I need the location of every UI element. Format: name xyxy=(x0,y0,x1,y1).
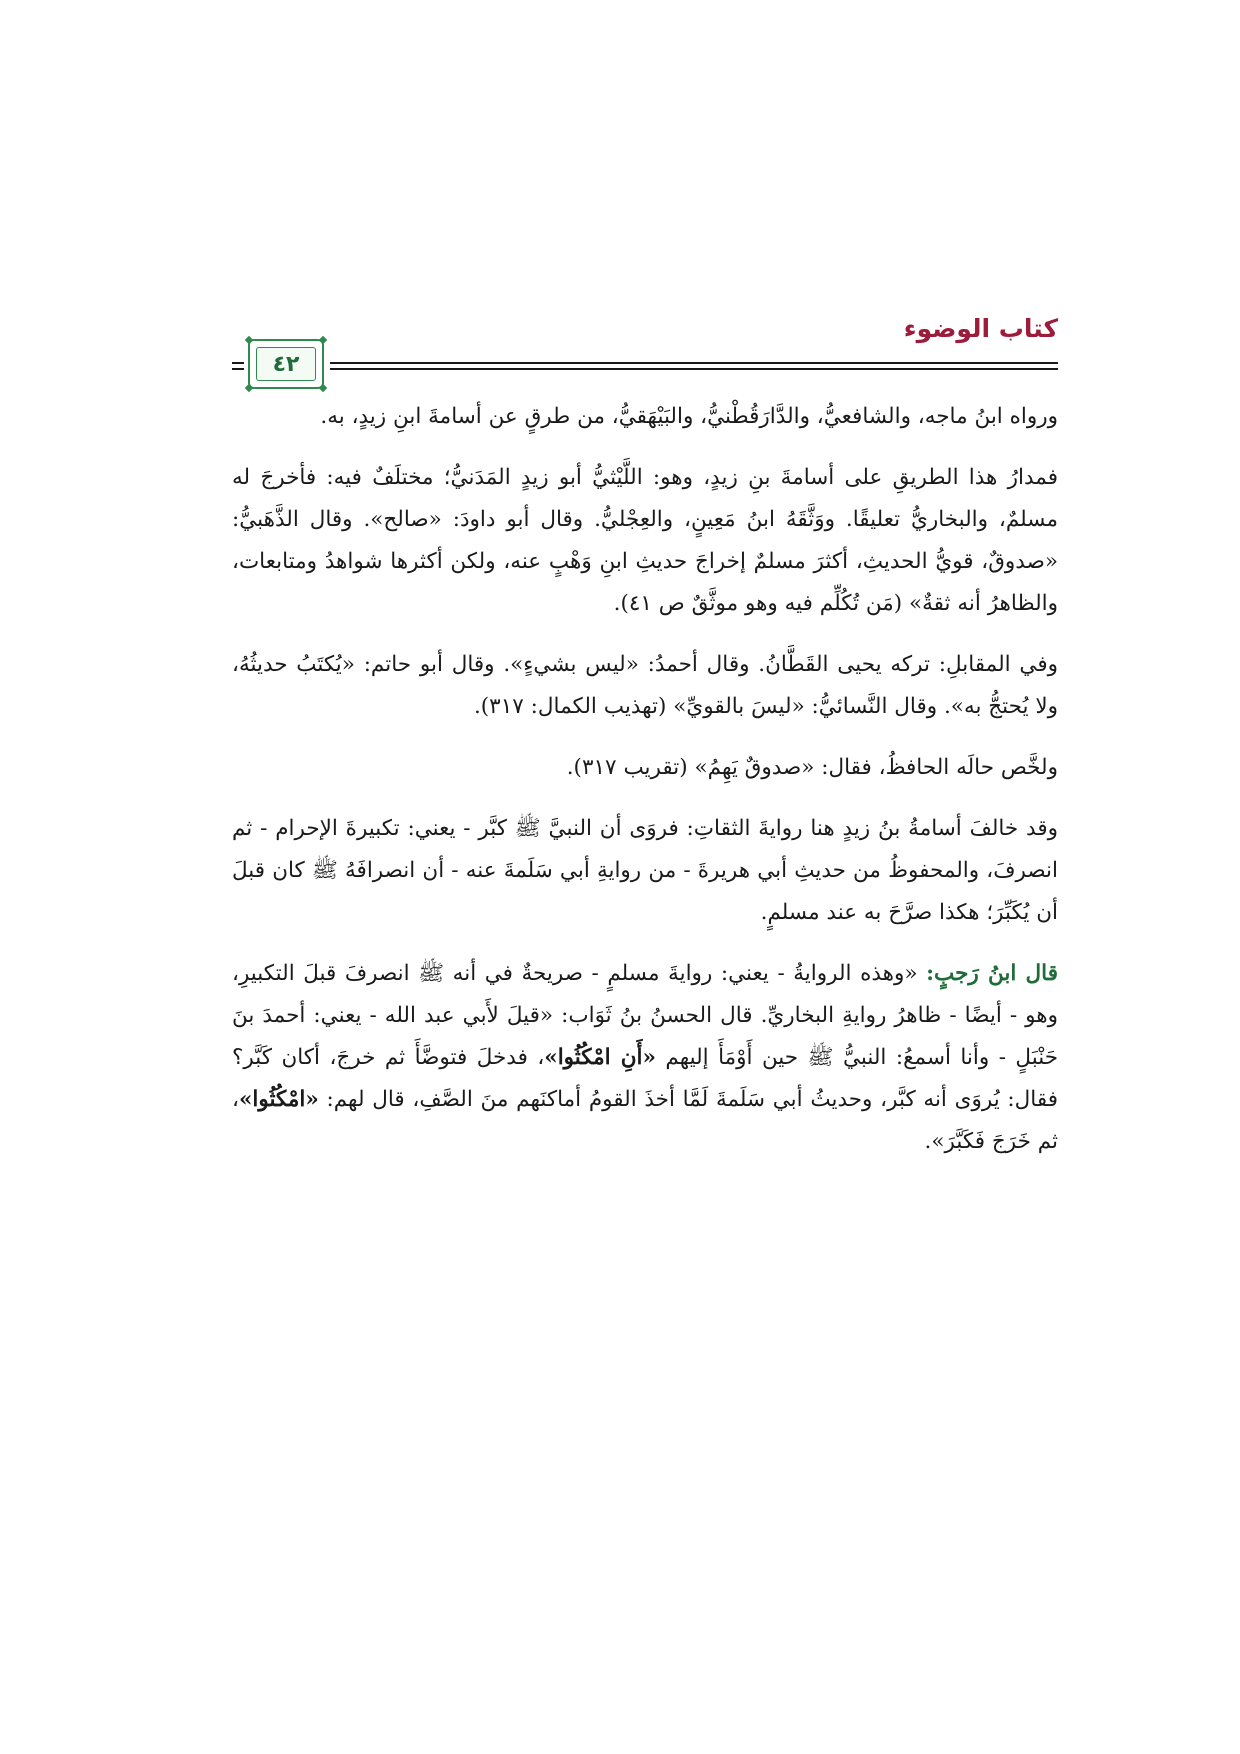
ornament-icon xyxy=(319,384,327,392)
header-rule-tail xyxy=(232,362,244,364)
hadith-term: «امْكُثُوا» xyxy=(238,1087,319,1112)
paragraph: فمدارُ هذا الطريقِ على أسامةَ بنِ زيدٍ، وهو: اللَّيْثيُّ أبو زيدٍ المَدَنيُّ؛ مختلَفٌ فيه: فأخرجَ له مسلمٌ، والبخاريُّ تعليقًا. ووَثَّقَهُ ابنُ مَعِينٍ، والعِجْليُّ. وقال أبو داودَ: «صالح». وقال الذَّهَبيُّ: «صدوقٌ، قويُّ الحديثِ، أكثرَ مسلمٌ إخراجَ حديثِ ابنِ وَهْبٍ عنه، ولكن أكثرها شواهدُ ومتابعات، والظاهرُ أنه ثقةٌ» (مَن تُكُلِّم فيه وهو موثَّقٌ ص ٤١). xyxy=(232,465,1058,616)
ornament-icon xyxy=(245,336,253,344)
paragraph: ولخَّص حالَه الحافظُ، فقال: «صدوقٌ يَهِمُ» (تقريب ٣١٧). xyxy=(566,755,1058,780)
header-rule xyxy=(330,368,1058,370)
page-number: ٤٢ xyxy=(256,347,316,381)
paragraph: وفي المقابلِ: تركه يحيى القَطَّانُ. وقال أحمدُ: «ليس بشيءٍ». وقال أبو حاتم: «يُكتَبُ حديثُهُ، ولا يُحتجُّ به». وقال النَّسائيُّ: «ليسَ بالقويِّ» (تهذيب الكمال: ٣١٧). xyxy=(232,652,1058,719)
ornament-icon xyxy=(319,336,327,344)
page-number-frame xyxy=(248,339,324,389)
quote-paragraph xyxy=(232,953,1058,1163)
header-rule-tail xyxy=(232,368,244,370)
page-header xyxy=(232,312,1058,382)
hadith-term: «أَنِ امْكُثُوا» xyxy=(544,1045,656,1070)
body-text xyxy=(232,396,1058,1182)
quote-text: «وهذه الروايةُ - يعني: روايةَ مسلمٍ - صريحةٌ في أنه ﷺ انصرفَ قبلَ التكبيرِ، وهو - أيضًا - ظاهرُ روايةِ البخاريِّ. قال الحسنُ بنُ ثَوَاب: «قيلَ لأَبي عبد الله - يعني: أحمدَ بنَ حَنْبَلٍ - وأنا أسمعُ: النبيُّ ﷺ حين أَوْمَأَ إليهم xyxy=(232,961,1058,1070)
header-rule xyxy=(330,362,1058,364)
quote-text: ، ثم خَرَجَ فَكَبَّرَ». xyxy=(232,1087,1058,1154)
paragraph: ورواه ابنُ ماجه، والشافعيُّ، والدَّارَقُطْنيُّ، والبَيْهَقيُّ، من طرقٍ عن أسامةَ ابنِ زيدٍ، به. xyxy=(320,404,1058,429)
ornament-icon xyxy=(245,384,253,392)
quote-text: ، فدخلَ فتوضَّأَ ثم خرجَ، أكان كَبَّر؟ فقال: يُروَى أنه كبَّر، وحديثُ أبي سَلَمةَ لَمَّا أخذَ القومُ أماكنَهم منَ الصَّفِ، قال لهم: xyxy=(232,1045,1058,1112)
book-title: كتاب الوضوء xyxy=(903,314,1058,343)
speaker-label: قال ابنُ رَجبٍ: xyxy=(926,961,1058,986)
paragraph: وقد خالفَ أسامةُ بنُ زيدٍ هنا روايةَ الثقاتِ: فروَى أن النبيَّ ﷺ كبَّر - يعني: تكبيرةَ الإحرام - ثم انصرفَ، والمحفوظُ من حديثِ أبي هريرةَ - من روايةِ أبي سَلَمةَ عنه - أن انصرافَهُ ﷺ كان قبلَ أن يُكَبِّرَ؛ هكذا صرَّحَ به عند مسلمٍ. xyxy=(232,816,1058,925)
